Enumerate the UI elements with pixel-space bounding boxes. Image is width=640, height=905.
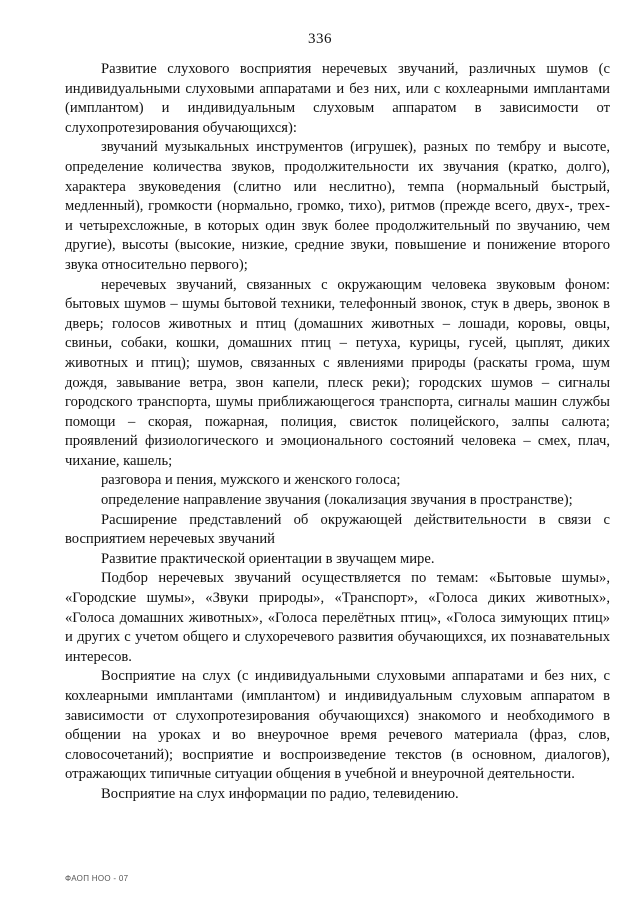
paragraph: Расширение представлений об окружающей действительности в связи с восприятием неречевых звучаний [65, 511, 610, 548]
paragraph: Восприятие на слух (с индивидуальными слуховыми аппаратами и без них, с кохлеарными имплантами (имплантом) и индивидуальным слуховым аппаратом в зависимости от слухопротезирования обучающихся) знакомого и необходимого в общении на уроках и во внеурочное время речевого материала (фраз, слов, словосочетаний); восприятие и воспроизведение текстов (в основном, диалогов), отражающих типичные ситуации общения в учебной и внеурочной деятельности. [65, 668, 610, 783]
footer-mark: ФАОП НОО - 07 [65, 874, 129, 883]
paragraph: Развитие слухового восприятия неречевых звучаний, различных шумов (с индивидуальными слуховыми аппаратами и без них, или с кохлеарными имплантами (имплантом) и индивидуальным слуховым аппаратом в зависимости от слухопротезирования обучающихся): [65, 61, 610, 136]
paragraph: Подбор неречевых звучаний осуществляется по темам: «Бытовые шумы», «Городские шумы», «Звуки природы», «Транспорт», «Голоса диких животных», «Голоса домашних животных», «Голоса перелётных птиц», «Голоса зимующих птиц» и других с учетом общего и слухоречевого развития обучающихся, их познавательных интересов. [65, 570, 610, 665]
paragraph: неречевых звучаний, связанных с окружающим человека звуковым фоном: бытовых шумов – шумы бытовой техники, телефонный звонок, стук в дверь, звонок в дверь; голосов животных и птиц (домашних животных – лошади, коровы, овцы, свиньи, собаки, кошки, домашних птиц – петуха, курицы, гусей, цыплят, диких животных и птиц); шумов, связанных с явлениями природы (раскаты грома, шум дождя, завывание ветра, звон капели, плеск реки); городских шумов – сигналы городского транспорта, шумы приближающегося транспорта, сигналы машин службы помощи – скорая, пожарная, полиция, свисток полицейского, залпы салюта; проявлений физиологического и эмоционального состояний человека – смех, плач, чихание, кашель; [65, 276, 610, 469]
paragraph: Развитие практической ориентации в звучащем мире. [101, 550, 435, 567]
page-number: 336 [308, 31, 332, 47]
paragraph: звучаний музыкальных инструментов (игрушек), разных по тембру и высоте, определение количества звуков, продолжительности их звучания (кратко, долго), характера звуковедения (слитно или неслитно), темпа (нормальный быстрый, медленный), громкости (нормально, громко, тихо), ритмов (прежде всего, двух-, трех- и четырехсложные, в которых один звук более продолжительный по звучанию, чем другие), высоты (высокие, низкие, средние звуки, повышение и понижение второго звука относительно первого); [65, 139, 610, 273]
paragraph: определение направление звучания (локализация звучания в пространстве); [101, 492, 573, 509]
paragraph: разговора и пения, мужского и женского голоса; [101, 472, 401, 489]
paragraph: Восприятие на слух информации по радио, телевидению. [101, 785, 459, 802]
document-body [65, 60, 610, 805]
